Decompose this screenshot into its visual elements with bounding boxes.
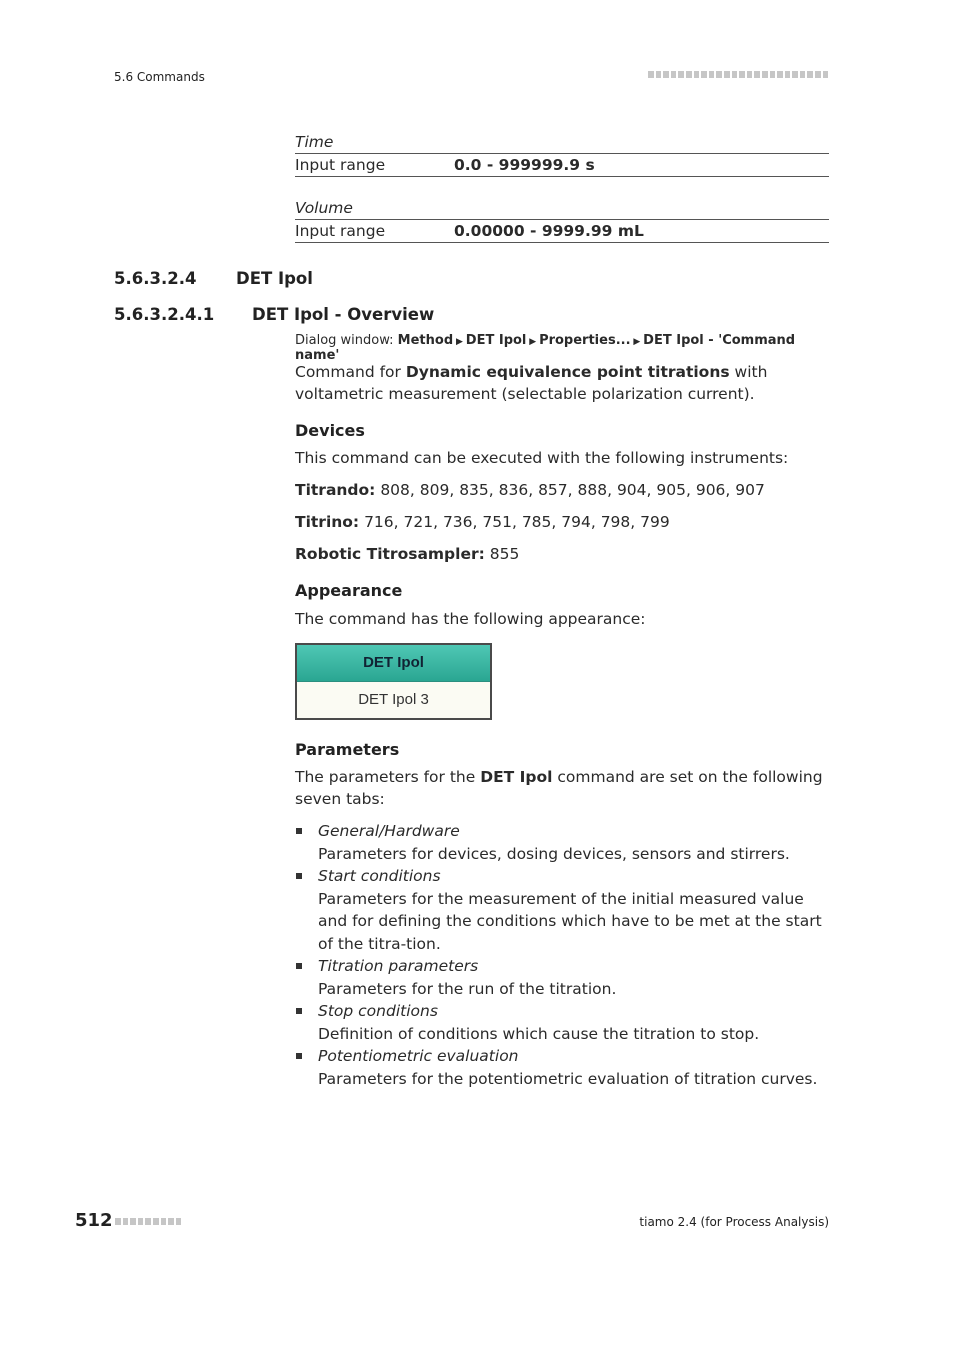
decoration-dot: [145, 1218, 151, 1225]
device-values: 716, 721, 736, 751, 785, 794, 798, 799: [359, 513, 670, 531]
device-line: [295, 479, 830, 501]
parameters-text-bold: DET Ipol: [480, 768, 553, 786]
bullet-icon: [296, 1053, 302, 1059]
command-preview-name: DET Ipol 3: [358, 691, 429, 708]
parameters-heading: Parameters: [295, 740, 400, 759]
section-number: 5.6.3.2.4: [114, 269, 197, 288]
param-value: 0.00000 - 9999.99 mL: [454, 222, 644, 240]
intro-paragraph: [295, 361, 830, 405]
list-item: [295, 820, 830, 865]
decoration-dot: [138, 1218, 144, 1225]
decoration-dot: [724, 71, 730, 78]
decoration-dot: [123, 1218, 129, 1225]
device-label: Titrino:: [295, 513, 360, 531]
tab-title: Potentiometric evaluation: [318, 1047, 519, 1065]
decoration-dot: [815, 71, 821, 78]
subsection-heading: [114, 305, 434, 324]
decoration-dot: [739, 71, 745, 78]
decoration-dot: [161, 1218, 167, 1225]
device-values: 855: [484, 545, 520, 563]
decoration-dot: [762, 71, 768, 78]
param-value: 0.0 - 999999.9 s: [454, 156, 595, 174]
param-row: [295, 153, 829, 177]
device-label: Robotic Titrosampler:: [295, 545, 485, 563]
decoration-dot: [663, 71, 669, 78]
appearance-heading: Appearance: [295, 581, 403, 600]
tab-title: Start conditions: [318, 867, 441, 885]
decoration-dot: [716, 71, 722, 78]
header-decoration: [648, 71, 829, 80]
decoration-dot: [694, 71, 700, 78]
bullet-icon: [296, 1008, 302, 1014]
decoration-dot: [115, 1218, 121, 1225]
tab-description: Parameters for the potentiometric evaluation of titration curves.: [318, 1069, 818, 1088]
decoration-dot: [153, 1218, 159, 1225]
param-key: Input range: [295, 156, 386, 174]
decoration-dot: [777, 71, 783, 78]
dialog-path-item: DET Ipol: [465, 333, 527, 348]
device-line: [295, 511, 830, 533]
intro-bold: Dynamic equivalence point titrations: [405, 363, 730, 381]
decoration-dot: [732, 71, 738, 78]
section-heading: [114, 269, 313, 288]
dialog-path-item: Properties...: [539, 333, 631, 348]
device-values: 808, 809, 835, 836, 857, 888, 904, 905, 906, 907: [375, 481, 765, 499]
running-header-section: 5.6 Commands: [114, 70, 205, 84]
tab-description: Parameters for devices, dosing devices, sensors and stirrers.: [318, 844, 790, 863]
devices-text: This command can be executed with the following instruments:: [295, 449, 789, 467]
param-name: Time: [295, 133, 334, 151]
list-item: [295, 1045, 830, 1090]
list-item: [295, 955, 830, 1000]
bullet-icon: [296, 873, 302, 879]
decoration-dot: [785, 71, 791, 78]
tab-title: Titration parameters: [318, 957, 479, 975]
subsection-number: 5.6.3.2.4.1: [114, 305, 215, 324]
param-row: [295, 219, 829, 243]
decoration-dot: [823, 71, 829, 78]
list-item: [295, 1000, 830, 1045]
decoration-dot: [671, 71, 677, 78]
param-volume: [295, 197, 829, 243]
param-name: Volume: [295, 199, 353, 217]
decoration-dot: [168, 1218, 174, 1225]
subsection-title: DET Ipol - Overview: [252, 305, 435, 324]
param-time: [295, 131, 829, 177]
page-number: 512: [75, 1210, 113, 1231]
bullet-icon: [296, 963, 302, 969]
decoration-dot: [648, 71, 654, 78]
section-title: DET Ipol: [236, 269, 313, 288]
tab-title: General/Hardware: [318, 822, 460, 840]
dialog-prefix: Dialog window:: [295, 333, 398, 348]
device-label: Titrando:: [295, 481, 376, 499]
decoration-dot: [656, 71, 662, 78]
decoration-dot: [770, 71, 776, 78]
dialog-path-item: Method: [397, 333, 454, 348]
decoration-dot: [807, 71, 813, 78]
parameters-text-part: command are set on the following seven tabs:: [295, 768, 823, 808]
decoration-dot: [130, 1218, 136, 1225]
decoration-dot: [747, 71, 753, 78]
tab-description: Parameters for the measurement of the initial measured value and for defining the conditions which have to be met at the start of the titra-tion.: [318, 889, 822, 953]
running-footer-product: tiamo 2.4 (for Process Analysis): [639, 1215, 829, 1229]
command-preview: [295, 643, 492, 720]
decoration-dot: [176, 1218, 182, 1225]
decoration-dot: [678, 71, 684, 78]
intro-text: with voltametric measurement (selectable polarization current).: [295, 363, 768, 403]
appearance-text: The command has the following appearance:: [295, 610, 646, 628]
tab-description: Parameters for the run of the titration.: [318, 979, 617, 998]
parameters-text-part: The parameters for the: [295, 768, 481, 786]
arrow-right-icon: ▶: [630, 337, 644, 347]
param-key: Input range: [295, 222, 386, 240]
decoration-dot: [754, 71, 760, 78]
tabs-list: [295, 820, 830, 1090]
device-line: [295, 543, 830, 565]
command-preview-title: DET Ipol: [297, 645, 490, 682]
arrow-right-icon: ▶: [453, 337, 466, 347]
devices-heading: Devices: [295, 421, 365, 440]
decoration-dot: [792, 71, 798, 78]
decoration-dot: [686, 71, 692, 78]
tab-description: Definition of conditions which cause the titration to stop.: [318, 1024, 760, 1043]
intro-text: Command for: [295, 363, 406, 381]
parameters-text: [295, 766, 830, 810]
decoration-dot: [709, 71, 715, 78]
tab-title: Stop conditions: [318, 1002, 438, 1020]
dialog-path: [295, 333, 830, 363]
decoration-dot: [800, 71, 806, 78]
decoration-dot: [701, 71, 707, 78]
arrow-right-icon: ▶: [526, 337, 540, 347]
bullet-icon: [296, 828, 302, 834]
footer-decoration: [115, 1218, 181, 1225]
list-item: [295, 865, 830, 955]
dialog-path-item: DET Ipol - 'Command name': [295, 333, 796, 363]
